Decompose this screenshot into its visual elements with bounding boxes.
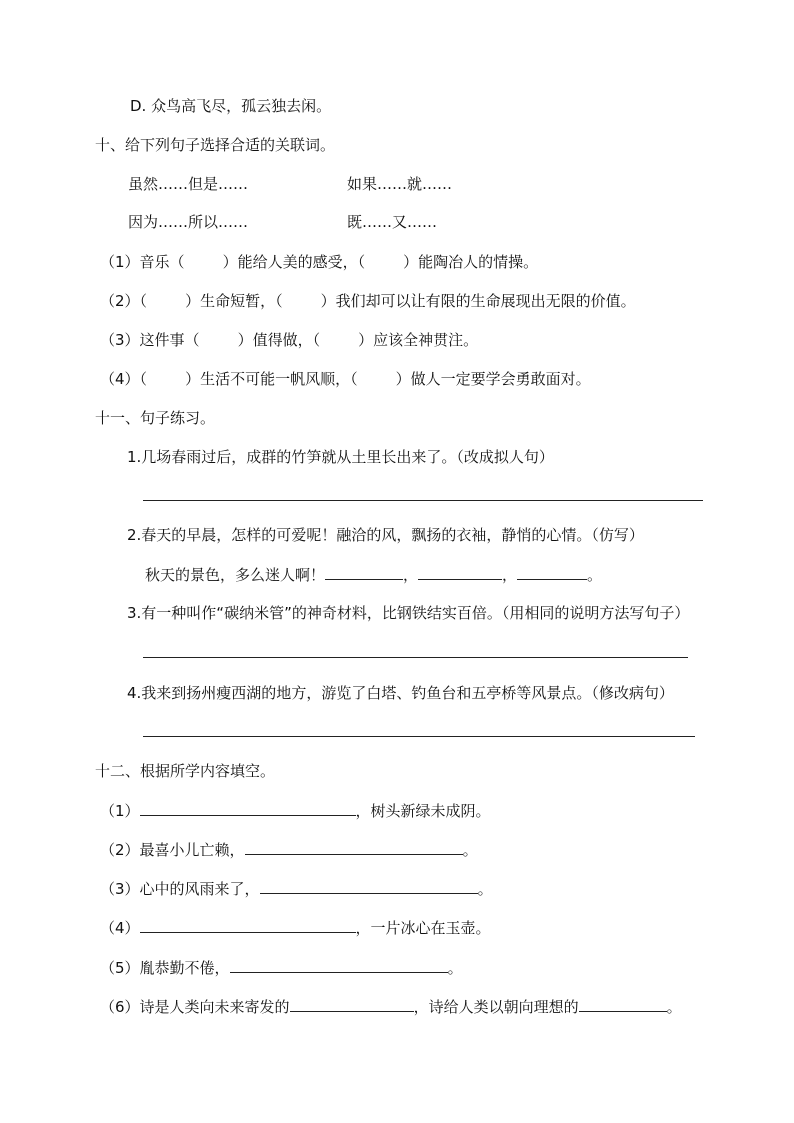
q10-sentence-4: [100, 369, 591, 389]
q10-title: 十、给下列句子选择合适的关联词。: [95, 136, 336, 154]
q11-item-1: 1.几场春雨过后，成群的竹笋就从土里长出来了。（改成拟人句）: [127, 448, 554, 466]
q10-sentence-3: [100, 330, 478, 350]
answer-blank[interactable]: [140, 800, 356, 816]
answer-blank[interactable]: [325, 564, 403, 580]
q11-item-4: 4.我来到扬州瘦西湖的地方，游览了白塔、钓鱼台和五亭桥等风景点。（修改病句）: [127, 684, 674, 702]
fill-text: 最喜小儿亡赖，: [139, 841, 245, 859]
q10-sentence-1: [100, 252, 538, 272]
sentence-number: （2）: [100, 292, 140, 310]
fill-number: （2）: [100, 841, 140, 859]
q9-option-d: D. 众鸟高飞尽，孤云独去闲。: [130, 97, 332, 115]
fill-text: ，诗给人类以朝向理想的: [413, 998, 579, 1016]
q12-fill-1: [100, 800, 491, 820]
sentence-number: （3）: [100, 331, 140, 349]
sentence-part: ）应该全神贯注。: [358, 331, 479, 349]
prompt-text: 秋天的景色，多么迷人啊！: [145, 566, 326, 584]
fill-text: 。: [447, 959, 463, 977]
q11-title: 十一、句子练习。: [95, 409, 216, 427]
q10-word-1: 虽然……但是……: [128, 175, 249, 193]
q10-word-4: 既……又……: [347, 213, 438, 231]
answer-blank[interactable]: [517, 564, 587, 580]
answer-blank[interactable]: [418, 564, 502, 580]
sentence-part: 音乐（: [139, 253, 185, 271]
q12-fill-2: [100, 839, 478, 859]
q12-fill-5: [100, 957, 463, 977]
separator: ，: [403, 566, 419, 584]
q10-word-2: 如果……就……: [347, 175, 453, 193]
answer-blank[interactable]: [140, 917, 356, 933]
fill-number: （5）: [100, 959, 140, 977]
sentence-part: （: [139, 370, 148, 388]
separator: ，: [502, 566, 518, 584]
q11-item-2-prompt: [145, 564, 602, 584]
fill-number: （1）: [100, 802, 140, 820]
answer-blank[interactable]: [579, 996, 667, 1012]
sentence-part: ）能给人美的感受，（: [222, 253, 366, 271]
fill-number: （3）: [100, 880, 140, 898]
q12-fill-4: [100, 917, 491, 937]
fill-text: 胤恭勤不倦，: [139, 959, 230, 977]
q12-title: 十二、根据所学内容填空。: [95, 762, 276, 780]
q11-item-3: 3.有一种叫作“碳纳米管”的神奇材料，比钢铁结实百倍。（用相同的说明方法写句子）: [127, 604, 690, 622]
sentence-part: （: [139, 292, 148, 310]
sentence-part: ）做人一定要学会勇敢面对。: [395, 370, 591, 388]
separator: 。: [587, 566, 603, 584]
fill-number: （4）: [100, 919, 140, 937]
sentence-part: ）值得做，（: [237, 331, 321, 349]
q11-item-4-answer-line[interactable]: [143, 736, 695, 737]
sentence-number: （1）: [100, 253, 140, 271]
sentence-part: ）生命短暂，（: [185, 292, 283, 310]
fill-text: ，树头新绿未成阴。: [355, 802, 491, 820]
fill-number: （6）: [100, 998, 140, 1016]
q10-sentence-2: [100, 291, 636, 311]
fill-text: 。: [666, 998, 682, 1016]
q10-word-3: 因为……所以……: [128, 213, 249, 231]
answer-blank[interactable]: [290, 996, 414, 1012]
fill-text: 心中的风雨来了，: [139, 880, 260, 898]
sentence-part: ）我们却可以让有限的生命展现出无限的价值。: [320, 292, 636, 310]
sentence-part: 这件事（: [139, 331, 200, 349]
q11-item-3-answer-line[interactable]: [143, 657, 688, 658]
fill-text: 。: [462, 841, 478, 859]
answer-blank[interactable]: [260, 878, 478, 894]
q12-fill-6: [100, 996, 682, 1016]
answer-blank[interactable]: [230, 957, 448, 973]
answer-blank[interactable]: [245, 839, 463, 855]
q12-fill-3: [100, 878, 493, 898]
q11-item-2: 2.春天的早晨，怎样的可爱呢！融洽的风，飘扬的衣袖，静悄的心情。（仿写）: [127, 526, 644, 544]
fill-text: 诗是人类向未来寄发的: [139, 998, 290, 1016]
fill-text: ，一片冰心在玉壶。: [355, 919, 491, 937]
sentence-part: ）能陶冶人的情操。: [403, 253, 539, 271]
q11-item-1-answer-line[interactable]: [143, 500, 703, 501]
fill-text: 。: [477, 880, 493, 898]
sentence-number: （4）: [100, 370, 140, 388]
sentence-part: ）生活不可能一帆风顺，（: [185, 370, 358, 388]
